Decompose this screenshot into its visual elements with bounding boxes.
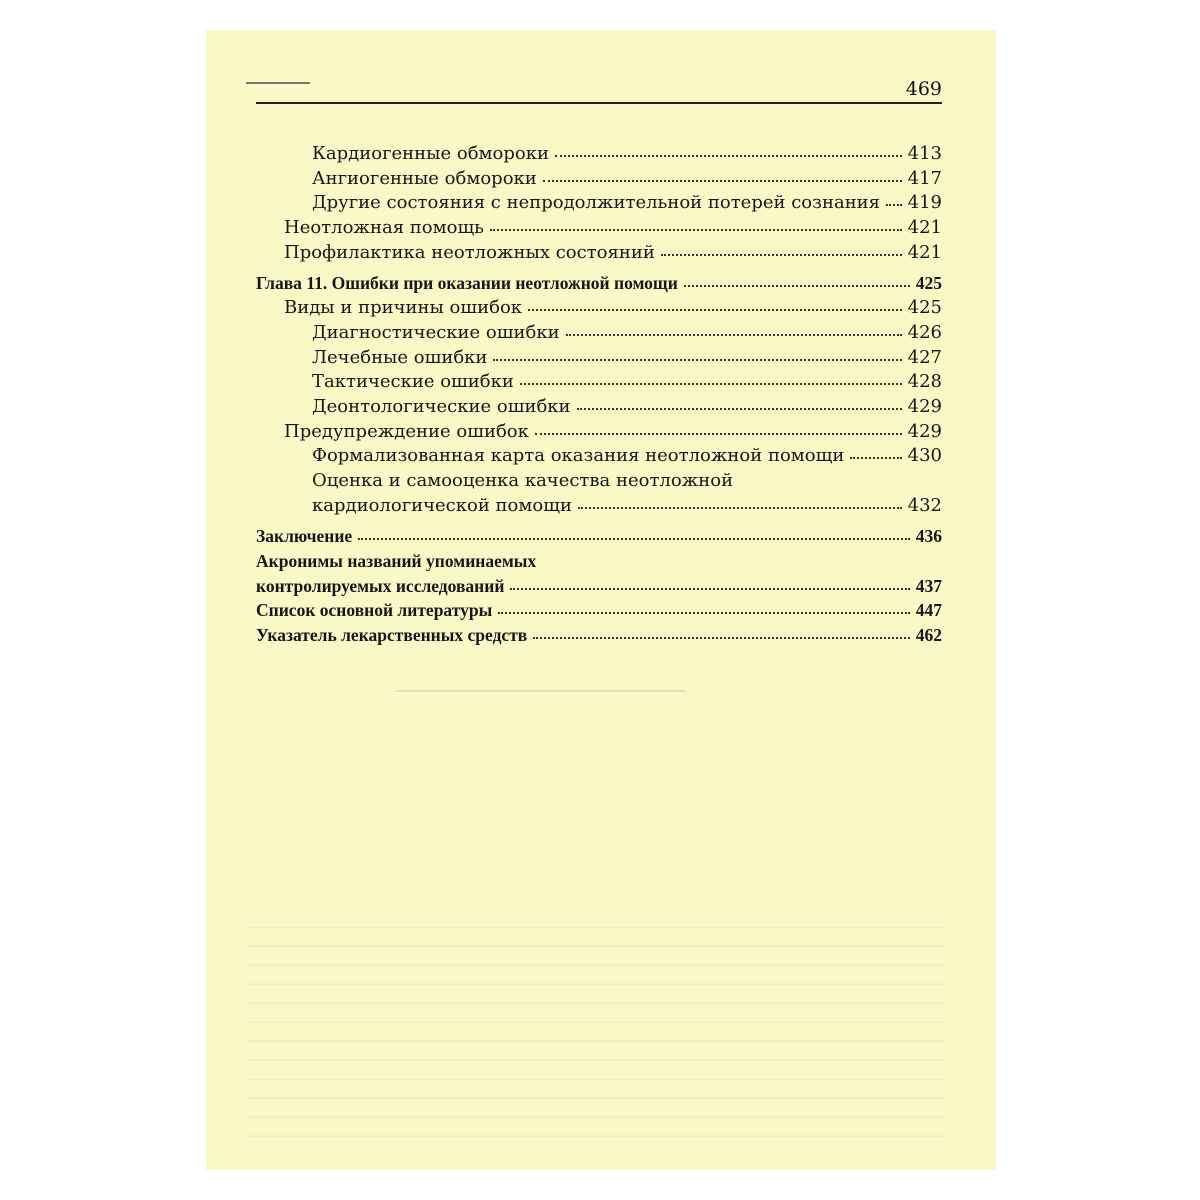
toc-entry-page: 417 bbox=[907, 167, 942, 189]
toc-entry-page: 425 bbox=[915, 273, 942, 294]
toc-entry-label-line1: Акронимы названий упоминаемых bbox=[256, 551, 537, 571]
toc-entry-label: Виды и причины ошибок bbox=[284, 297, 523, 319]
toc-entry-page: 428 bbox=[907, 371, 942, 393]
toc-entry bbox=[256, 216, 942, 241]
toc-chapter-entry bbox=[256, 271, 942, 296]
dot-leader bbox=[535, 433, 902, 435]
toc-entry-label: Кардиогенные обмороки bbox=[312, 143, 549, 164]
toc-entry bbox=[256, 167, 942, 192]
toc-entry-label: Другие состояния с непродолжительной потерей сознания bbox=[312, 192, 881, 214]
toc-entry-label: контролируемых исследований bbox=[256, 575, 505, 596]
dot-leader bbox=[886, 204, 902, 206]
toc-entry-page: 436 bbox=[915, 526, 942, 547]
toc-chapter-entry bbox=[256, 524, 942, 549]
toc-entry-page: 426 bbox=[907, 321, 942, 343]
dot-leader bbox=[850, 457, 901, 459]
toc-entry bbox=[256, 444, 942, 469]
dot-leader bbox=[528, 309, 902, 311]
toc-entry-page: 447 bbox=[915, 600, 942, 621]
dot-leader bbox=[684, 285, 910, 287]
toc-entry-page: 427 bbox=[907, 346, 942, 368]
toc-entry-label: Профилактика неотложных состояний bbox=[284, 241, 655, 263]
toc-entry-page: 432 bbox=[907, 494, 942, 516]
toc-entry-label: Лечебные ошибки bbox=[312, 346, 488, 368]
toc-entry-page: 413 bbox=[907, 143, 942, 164]
toc-entry-label: Деонтологические ошибки bbox=[312, 395, 571, 417]
toc-entry bbox=[256, 395, 942, 420]
dot-leader bbox=[498, 612, 910, 614]
toc-chapter-entry bbox=[256, 598, 942, 623]
dot-leader bbox=[577, 408, 902, 410]
toc-entry bbox=[256, 574, 942, 599]
toc-entry bbox=[312, 494, 942, 519]
table-of-contents bbox=[256, 142, 942, 648]
dot-leader bbox=[358, 538, 910, 540]
page-number: 469 bbox=[905, 78, 942, 100]
toc-entry-label: Ангиогенные обмороки bbox=[312, 167, 537, 189]
toc-entry-page: 425 bbox=[907, 297, 942, 319]
toc-entry bbox=[256, 370, 942, 395]
toc-entry-label: Формализованная карта оказания неотложной помощи bbox=[312, 445, 845, 467]
dot-leader bbox=[510, 588, 909, 590]
toc-entry bbox=[256, 241, 942, 266]
toc-entry-label: Указатель лекарственных средств bbox=[256, 625, 528, 646]
toc-entry bbox=[256, 346, 942, 371]
header-mark bbox=[246, 82, 310, 84]
toc-entry-label: Заключение bbox=[256, 526, 353, 547]
dot-leader bbox=[661, 254, 902, 256]
toc-entry-page: 430 bbox=[907, 445, 942, 467]
toc-entry-label-line1: Оценка и самооценка качества неотложной bbox=[312, 469, 734, 491]
toc-entry bbox=[256, 142, 942, 167]
dot-leader bbox=[578, 507, 902, 509]
toc-entry-page: 462 bbox=[915, 625, 942, 646]
toc-entry bbox=[256, 191, 942, 216]
dot-leader bbox=[543, 180, 902, 182]
toc-entry-page: 437 bbox=[915, 575, 942, 596]
dot-leader bbox=[566, 334, 902, 336]
toc-entry-label: кардиологической помощи bbox=[312, 494, 572, 516]
toc-entry-page: 429 bbox=[907, 420, 942, 442]
dot-leader bbox=[555, 155, 902, 157]
toc-entry-label: Тактические ошибки bbox=[312, 371, 514, 393]
show-through-line bbox=[396, 690, 686, 692]
toc-entry bbox=[256, 321, 942, 346]
toc-entry-multiline bbox=[256, 469, 942, 518]
toc-entry bbox=[256, 296, 942, 321]
toc-entry-page: 419 bbox=[907, 192, 942, 214]
toc-entry-label: Глава 11. Ошибки при оказании неотложной помощи bbox=[256, 273, 678, 294]
book-page bbox=[206, 30, 996, 1170]
toc-chapter-entry-multiline bbox=[256, 549, 942, 598]
toc-entry-label: Неотложная помощь bbox=[284, 217, 484, 239]
toc-entry-page: 421 bbox=[907, 241, 942, 263]
toc-chapter-entry bbox=[256, 623, 942, 648]
show-through-text bbox=[246, 910, 946, 1150]
toc-entry bbox=[256, 420, 942, 445]
dot-leader bbox=[490, 229, 902, 231]
toc-entry-label: Список основной литературы bbox=[256, 600, 493, 621]
header-rule bbox=[256, 102, 942, 104]
dot-leader bbox=[533, 637, 910, 639]
dot-leader bbox=[520, 383, 902, 385]
dot-leader bbox=[493, 359, 901, 361]
toc-entry-page: 429 bbox=[907, 395, 942, 417]
toc-entry-label: Диагностические ошибки bbox=[312, 321, 560, 343]
toc-entry-page: 421 bbox=[907, 217, 942, 239]
toc-entry-label: Предупреждение ошибок bbox=[284, 420, 529, 442]
